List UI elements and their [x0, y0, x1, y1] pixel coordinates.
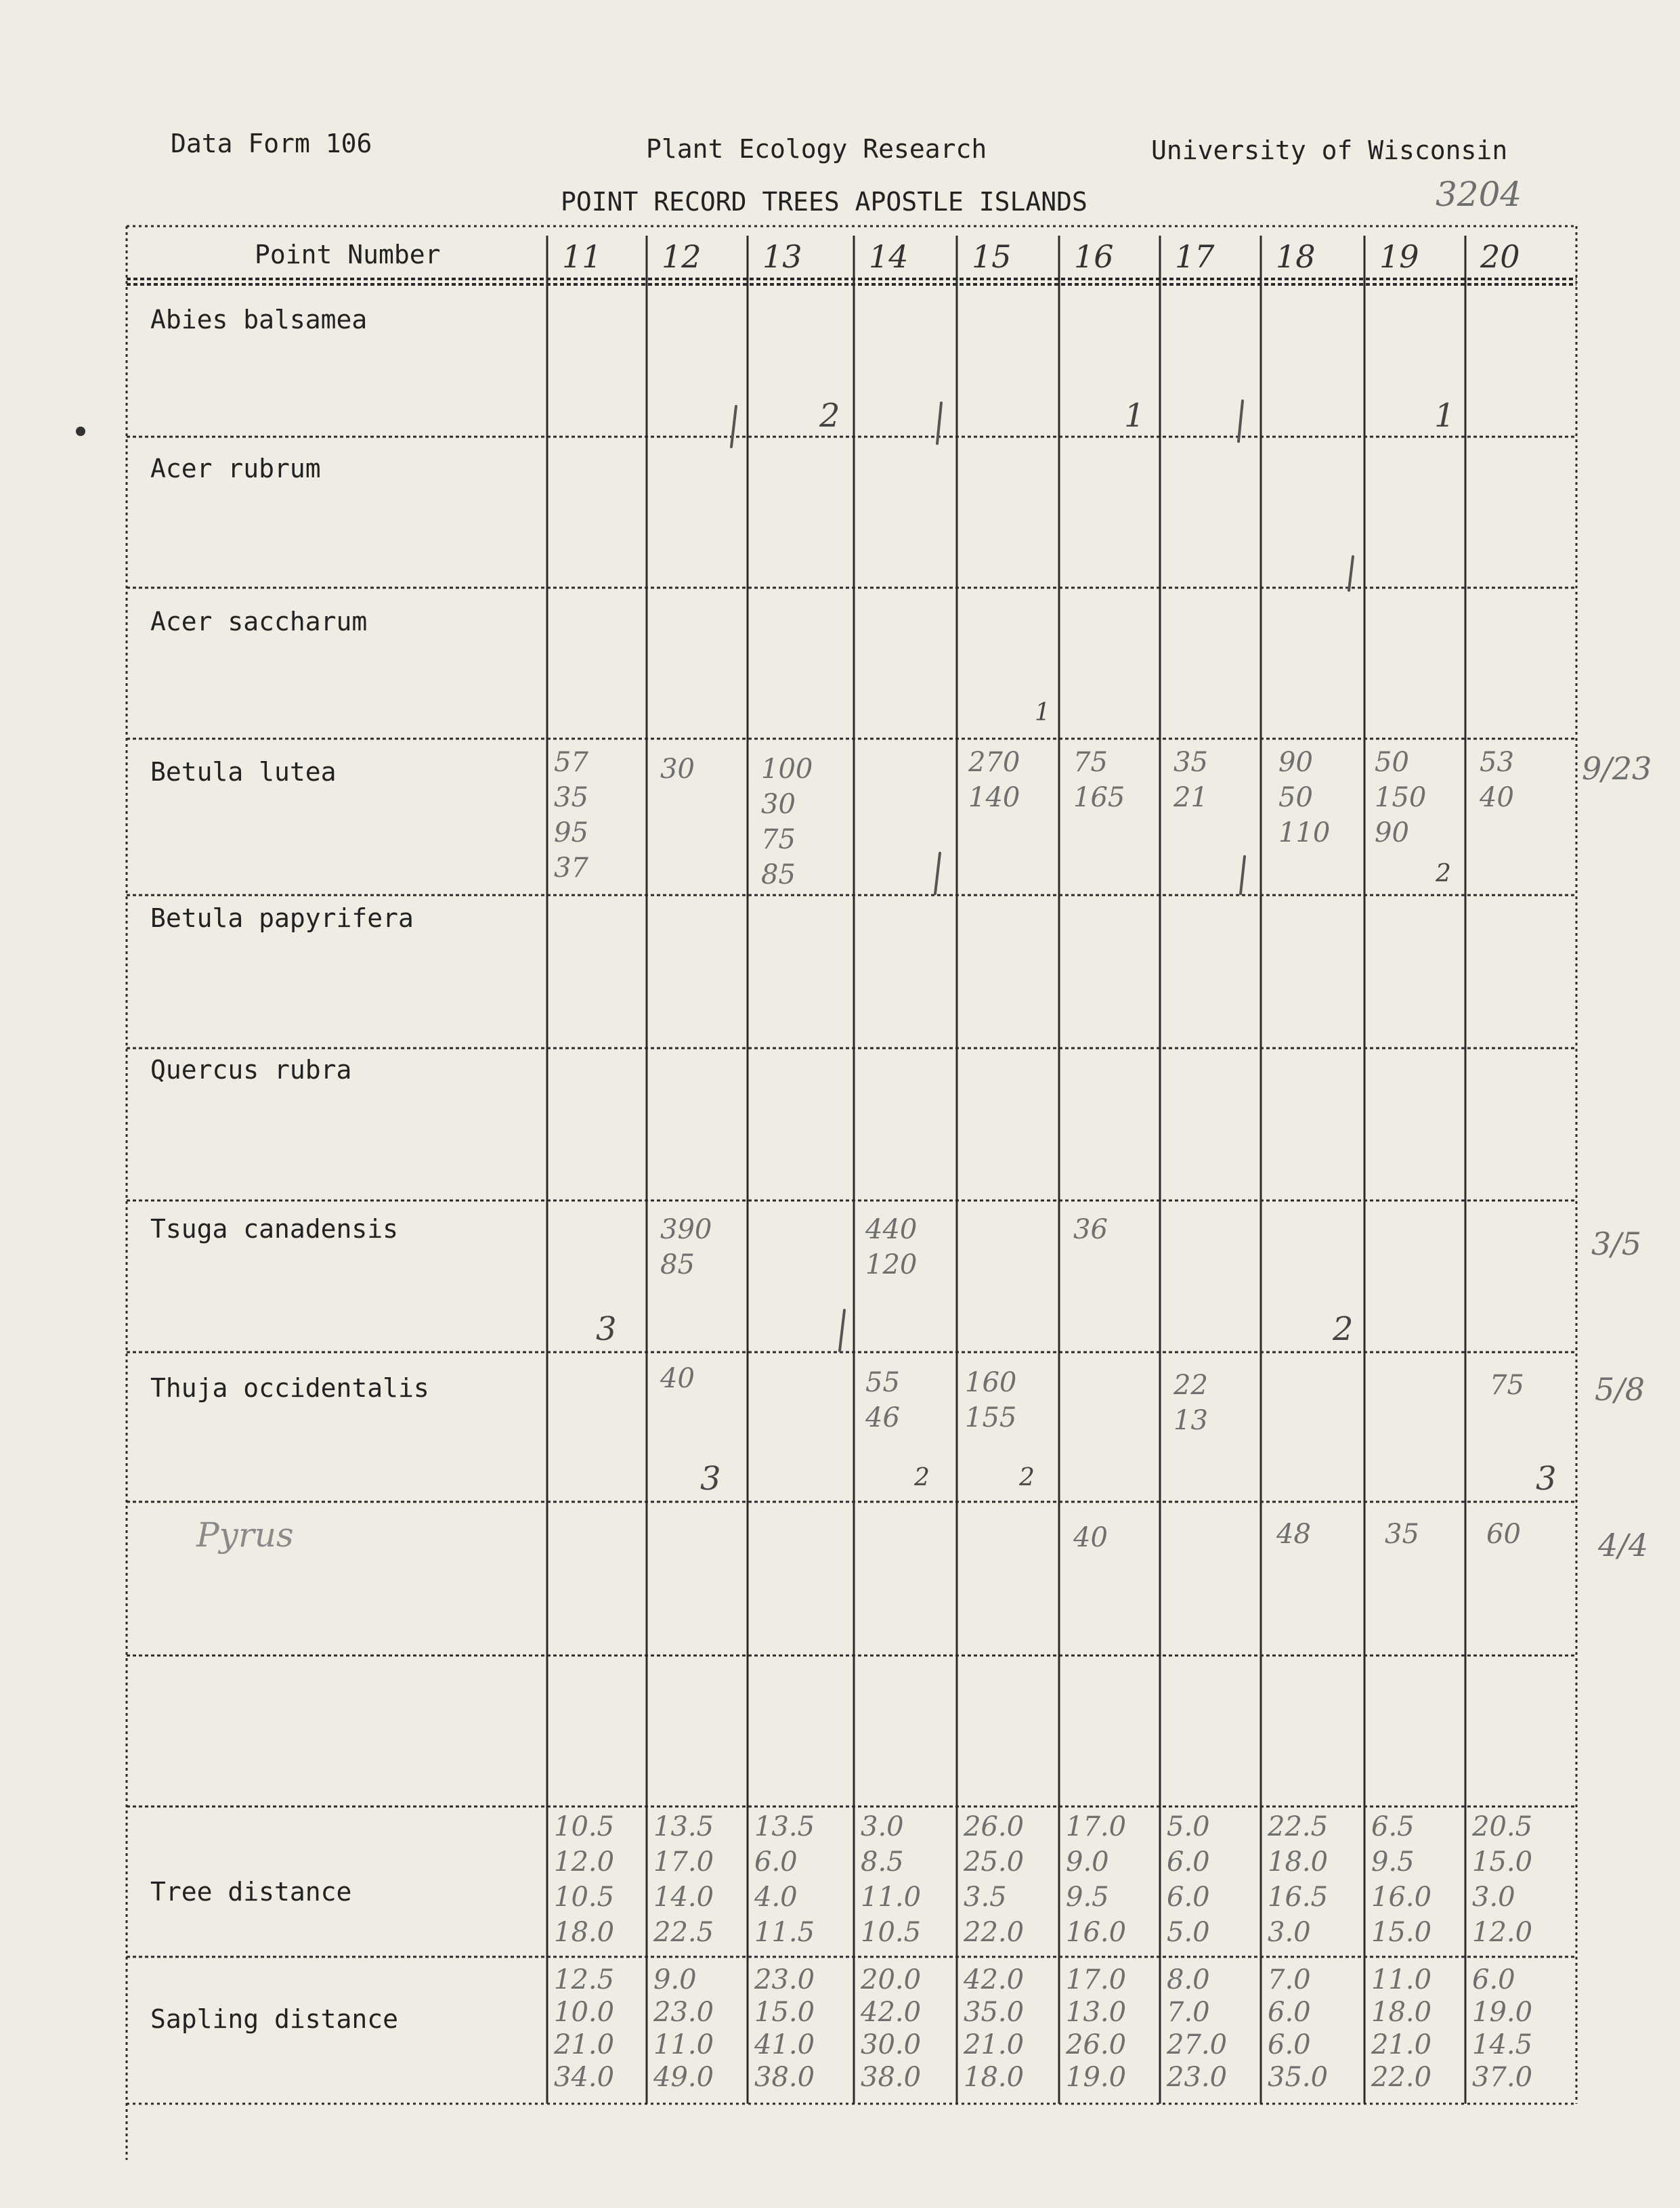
tree-distance-15: 26.0 25.0 3.5 22.0 [964, 1811, 1025, 1948]
tree-distance-18: 22.5 18.0 16.5 3.0 [1268, 1811, 1329, 1948]
pyrus-18: 48 [1276, 1519, 1311, 1550]
sapling-distance-label: Sapling distance [150, 2004, 399, 2034]
betula-lutea-16: 75 165 [1073, 747, 1125, 813]
thuja-tally-12: 3 [700, 1460, 721, 1498]
betula-lutea-19: 50 150 90 [1375, 747, 1427, 848]
sapling-distance-11: 12.5 10.0 21.0 34.0 [554, 1964, 615, 2093]
record-number: 3204 [1436, 175, 1522, 214]
tree-distance-label: Tree distance [150, 1877, 352, 1907]
species-tsuga-canadensis: Tsuga canadensis [150, 1214, 399, 1244]
species-quercus-rubra: Quercus rubra [150, 1055, 352, 1085]
tsuga-tally-18: 2 [1333, 1310, 1354, 1348]
tree-distance-20: 20.5 15.0 3.0 12.0 [1472, 1811, 1533, 1948]
sapling-distance-16: 17.0 13.0 26.0 19.0 [1066, 1964, 1127, 2093]
betula-lutea-17: 35 21 [1173, 747, 1208, 813]
species-thuja-occidentalis: Thuja occidentalis [150, 1373, 429, 1403]
tsuga-14: 440 120 [865, 1214, 918, 1280]
point-number-20: 20 [1480, 238, 1520, 275]
species-betula-papyrifera: Betula papyrifera [150, 903, 414, 933]
thuja-17: 22 13 [1173, 1370, 1208, 1436]
tsuga-16: 36 [1073, 1214, 1108, 1245]
species-abies-balsamea: Abies balsamea [150, 305, 368, 334]
sapling-distance-15: 42.0 35.0 21.0 18.0 [964, 1964, 1025, 2093]
tsuga-12: 390 85 [660, 1214, 712, 1280]
thuja-tally-20: 3 [1536, 1460, 1557, 1498]
university-name: University of Wisconsin [1151, 135, 1508, 165]
species-acer-rubrum: Acer rubrum [150, 454, 321, 483]
betula-lutea-12: 30 [660, 754, 695, 785]
sapling-distance-14: 20.0 42.0 30.0 38.0 [861, 1964, 922, 2093]
tally-marks [731, 401, 1353, 1351]
betula-lutea-15: 270 140 [968, 747, 1020, 813]
form-id: Data Form 106 [171, 129, 372, 158]
sapling-distance-17: 8.0 7.0 27.0 23.0 [1167, 1964, 1228, 2093]
thuja-14: 55 46 [865, 1367, 900, 1433]
betula-lutea-11: 57 35 95 37 [554, 747, 588, 884]
row-dividers [127, 437, 1576, 1957]
tree-distance-16: 17.0 9.0 9.5 16.0 [1066, 1811, 1127, 1948]
betula-lutea-margin: 9/23 [1582, 750, 1652, 787]
pyrus-20: 60 [1486, 1519, 1521, 1550]
thuja-margin: 5/8 [1595, 1371, 1645, 1408]
abies-tally-13: 2 [819, 397, 840, 435]
org-name: Plant Ecology Research [646, 134, 987, 164]
tree-distance-17: 5.0 6.0 6.0 5.0 [1167, 1811, 1210, 1948]
point-number-13: 13 [762, 238, 802, 275]
sapling-distance-13: 23.0 15.0 41.0 38.0 [754, 1964, 815, 2093]
point-number-label: Point Number [255, 240, 441, 269]
pyrus-16: 40 [1073, 1522, 1108, 1553]
thuja-12: 40 [660, 1363, 695, 1394]
pyrus-19: 35 [1385, 1519, 1419, 1550]
sapling-distance-18: 7.0 6.0 6.0 35.0 [1268, 1964, 1329, 2093]
betula-lutea-13: 100 30 75 85 [761, 754, 813, 890]
thuja-tally-14: 2 [914, 1464, 930, 1492]
betula-lutea-tally-19: 2 [1436, 860, 1451, 888]
point-number-14: 14 [869, 238, 909, 275]
tree-distance-14: 3.0 8.5 11.0 10.5 [861, 1811, 922, 1948]
acer-saccharum-mark-15: 1 [1035, 699, 1050, 727]
species-betula-lutea: Betula lutea [150, 757, 337, 787]
point-number-17: 17 [1175, 238, 1215, 275]
tree-distance-13: 13.5 6.0 4.0 11.5 [754, 1811, 815, 1948]
tree-distance-11: 10.5 12.0 10.5 18.0 [554, 1811, 615, 1948]
tsuga-tally-11: 3 [596, 1310, 617, 1348]
species-pyrus: Pyrus [196, 1515, 294, 1555]
abies-tally-16: 1 [1124, 397, 1145, 435]
form-title: POINT RECORD TREES APOSTLE ISLANDS [561, 187, 1087, 217]
point-number-18: 18 [1276, 238, 1316, 275]
thuja-tally-15: 2 [1019, 1464, 1035, 1492]
point-number-16: 16 [1074, 238, 1114, 275]
point-number-12: 12 [662, 238, 702, 275]
tsuga-margin: 3/5 [1591, 1226, 1642, 1262]
ink-speck [76, 427, 85, 436]
sapling-distance-12: 9.0 23.0 11.0 49.0 [653, 1964, 714, 2093]
thuja-15: 160 155 [965, 1367, 1017, 1433]
tree-distance-19: 6.5 9.5 16.0 15.0 [1371, 1811, 1432, 1948]
pyrus-margin: 4/4 [1598, 1527, 1649, 1563]
point-number-19: 19 [1379, 238, 1419, 275]
thuja-20: 75 [1490, 1370, 1524, 1401]
betula-lutea-20: 53 40 [1480, 747, 1514, 813]
sapling-distance-19: 11.0 18.0 21.0 22.0 [1371, 1964, 1432, 2093]
point-number-15: 15 [972, 238, 1012, 275]
sapling-distance-20: 6.0 19.0 14.5 37.0 [1472, 1964, 1533, 2093]
tree-distance-12: 13.5 17.0 14.0 22.5 [653, 1811, 714, 1948]
betula-lutea-18: 90 50 110 [1278, 747, 1331, 848]
point-number-11: 11 [562, 238, 602, 275]
species-acer-saccharum: Acer saccharum [150, 607, 368, 636]
abies-tally-20: 1 [1434, 397, 1455, 435]
